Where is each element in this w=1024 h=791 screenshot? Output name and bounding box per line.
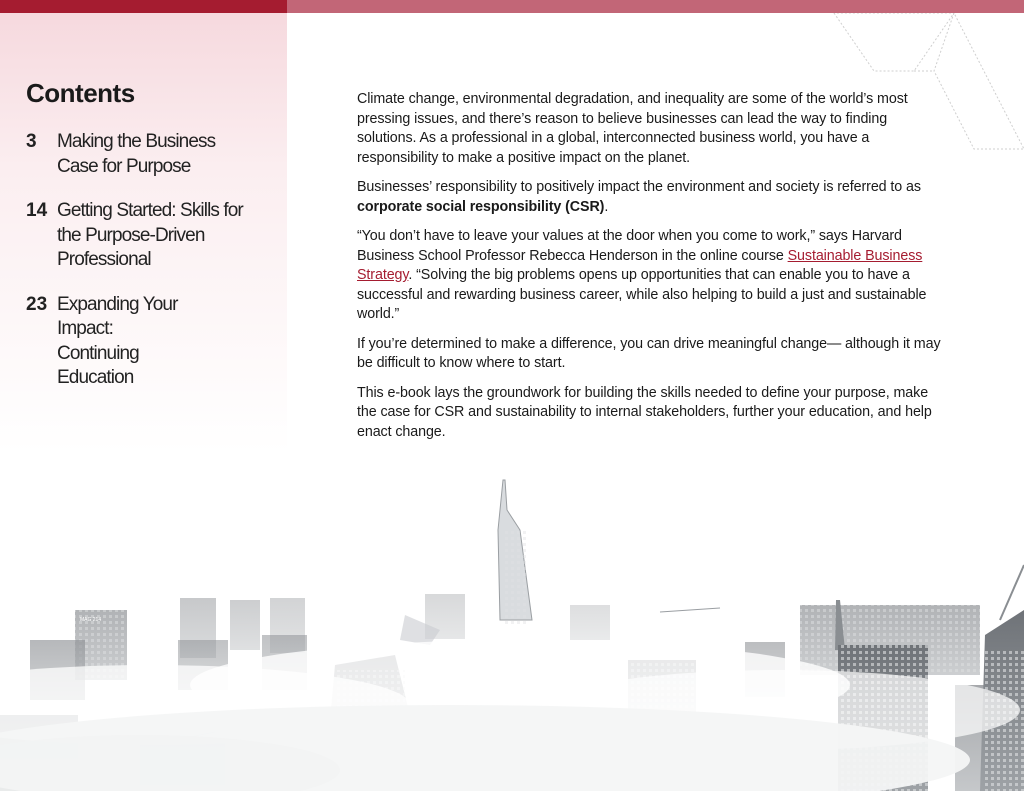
paragraph-quote [357,227,949,325]
toc-entry-label[interactable]: Expanding Your Impact: Continuing Education [57,293,178,388]
paragraph-ebook-overview: This e-book lays the groundwork for building the skills needed to define your purpose, make the case for CSR and sustainability to internal stakeholders, further your education, and help enact change. [357,384,932,440]
paragraph-text: . “Solving the big problems opens up opportunities that can enable you to have a successful and rewarding business career, while also helping to build a just and sustainable world.” [357,267,927,322]
toc-page-number: 14 [26,200,48,221]
paragraph-csr-definition [357,178,949,217]
paragraph-difference: If you’re determined to make a difference, you can drive meaningful change— although it may be difficult to know where to start. [357,335,941,371]
toc-entry-education[interactable] [26,293,276,391]
paragraph-text: “You don’t have to leave your values at the door when you come to work,” says Harvard Business School Professor Rebecca Henderson in the online course [357,228,902,264]
paragraph-intro: Climate change, environmental degradation, and inequality are some of the world’s most pressing issues, and there’s reason to believe businesses can lead the way to finding solutions. As a professional in a global, interconnected business world, you have a responsibility to make a positive impact on the planet. [357,91,908,166]
contents-heading: Contents [26,78,135,108]
paragraph-text: . [604,198,609,215]
building-sign-text: MAG 214 [80,617,102,623]
course-link[interactable]: Sustainable Business Strategy [357,247,923,283]
toc-page-number: 3 [26,131,37,152]
table-of-contents [26,130,276,411]
city-skyline-fog-illustration [0,470,1024,791]
csr-term: corporate social responsibility (CSR) [357,198,605,215]
paragraph-text: Businesses’ responsibility to positively impact the environment and society is referred to as [357,179,921,195]
top-accent-bar-rose [287,0,1024,13]
body-text [357,90,949,452]
top-accent-bar-crimson [0,0,287,13]
toc-entry-skills[interactable] [26,199,276,273]
toc-page-number: 23 [26,293,48,315]
toc-entry-label[interactable]: Making the Business Case for Purpose [57,131,216,177]
toc-entry-label[interactable]: Getting Started: Skills for the Purpose-Driven Professional [57,200,243,270]
toc-entry-purpose[interactable] [26,130,276,179]
